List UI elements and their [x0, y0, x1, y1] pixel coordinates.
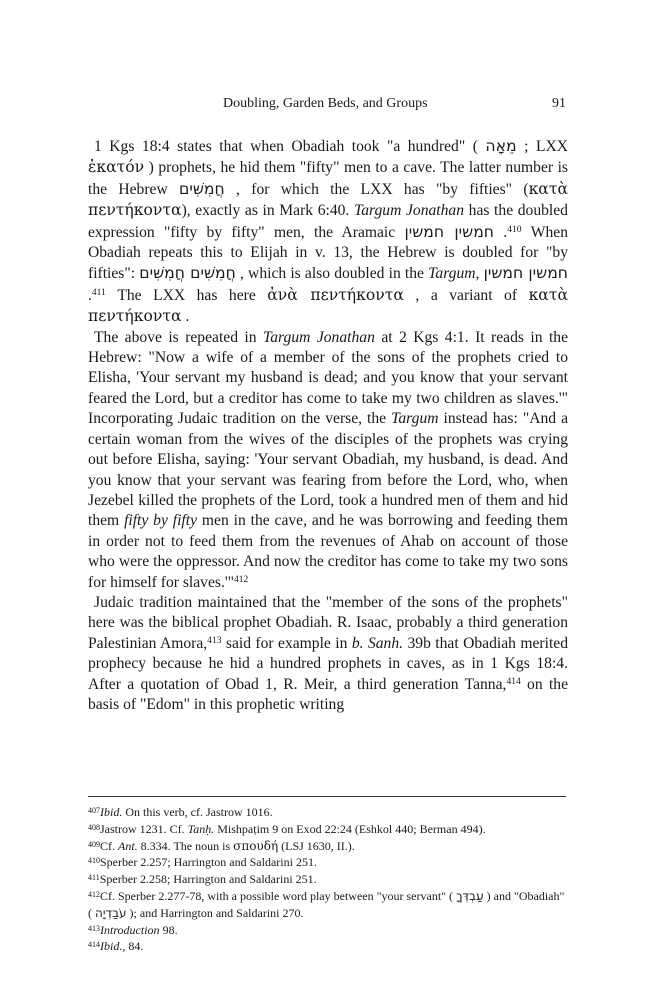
hebrew-word: עֹבַדְיָה	[95, 905, 127, 920]
footnote-411	[88, 871, 568, 888]
footnote-number: 412	[88, 889, 100, 899]
footnote-409	[88, 838, 568, 855]
footnote-text: Cf. Sperber 2.277-78, with a possible word play between "your servant" (	[100, 888, 457, 903]
footnote-ref-410[interactable]: 410	[507, 224, 522, 235]
footnote-number: 411	[88, 873, 100, 883]
hebrew-word: מֵאָה	[485, 137, 517, 155]
text-run: Judaic tradition maintained that the "member of the sons of the prophets" here was the biblical prophet Obadiah. R. Isaac, probably a third generation Palestinian Amora,	[88, 593, 568, 652]
text-run: ; LXX	[516, 138, 568, 155]
paragraph-2	[88, 328, 568, 593]
text-run: ), exactly as in Mark 6:40.	[181, 202, 354, 220]
paragraph-3	[88, 593, 568, 715]
footnote-ref-412[interactable]: 412	[234, 574, 249, 585]
footnote-413	[88, 922, 568, 939]
italic-title: Targum Jonathan	[353, 202, 465, 220]
text-run: , for which the LXX has "by fifties" (	[224, 180, 529, 198]
italic-citation: b. Sanh.	[351, 634, 404, 652]
footnote-412	[88, 888, 568, 922]
greek-word: κατὰ πεντήκοντα	[88, 285, 568, 326]
greek-word: ἑκατόν	[88, 158, 145, 177]
text-run: The above is repeated in	[94, 328, 264, 346]
page-number: 91	[552, 96, 566, 111]
text-run: 1 Kgs 18:4 states that when Obadiah took "a hundred" (	[94, 138, 486, 155]
italic-citation: Introduction	[100, 922, 160, 937]
footnote-number: 413	[88, 923, 100, 933]
text-run: .	[181, 308, 190, 326]
text-run: ) prophets, he hid them "fifty" men to a cave. The latter number is the Hebrew	[88, 159, 568, 198]
paragraph-1	[88, 136, 568, 328]
footnote-text: Cf.	[100, 838, 118, 853]
page	[88, 96, 568, 715]
text-run: .	[88, 286, 92, 304]
italic-citation: Ant.	[118, 838, 138, 853]
hebrew-word: חֲמִשִּׁים חֲמִשִּׁים	[139, 264, 236, 283]
italic-citation: Ibid.	[100, 805, 123, 819]
text-run: said for example in	[221, 634, 352, 652]
footnote-text: Jastrow 1231. Cf.	[100, 821, 188, 836]
text-run: has the doubled expression "fifty by fifty" men, the Aramaic	[88, 202, 568, 241]
hebrew-word: עַבְדְּךָ	[456, 888, 484, 903]
footnote-number: 414	[88, 940, 100, 950]
text-run: men in the cave, and he was borrowing and feeding them in order not to feed them from the revenues of Ahab on account of those who were the oppressor. And now the creditor has come to take my two sons for himself for slaves.'"	[88, 512, 568, 591]
italic-citation: Ibid.,	[100, 939, 126, 954]
footnote-407	[88, 804, 568, 821]
aramaic-word: חמשין חמשין	[483, 264, 568, 283]
footnote-ref-411[interactable]: 411	[91, 287, 106, 298]
text-run: , a variant of	[403, 286, 529, 304]
italic-title: Targum,	[428, 265, 480, 283]
footnotes	[88, 804, 568, 955]
footnote-408	[88, 821, 568, 838]
footnote-text: On this verb, cf. Jastrow 1016.	[122, 805, 273, 819]
footnote-number: 408	[88, 822, 100, 832]
text-run: on the basis of "Edom" in this prophetic writing	[88, 675, 569, 713]
italic-title: Targum	[391, 410, 439, 428]
footnote-number: 409	[88, 839, 100, 849]
italic-phrase: fifty by fifty	[124, 512, 198, 530]
footnote-text: ); and Harrington and Saldarini 270.	[126, 905, 304, 920]
running-header	[88, 96, 568, 118]
footnote-divider	[88, 796, 566, 797]
text-run: .	[493, 223, 508, 241]
footnote-text: Sperber 2.257; Harrington and Saldarini 251.	[100, 855, 317, 870]
footnote-number: 410	[88, 856, 100, 866]
aramaic-word: חמשין חמשין	[404, 222, 494, 241]
footnote-text: 98.	[159, 922, 178, 937]
greek-word: κατὰ πεντήκοντα	[88, 179, 568, 220]
footnote-text: 84.	[125, 939, 144, 954]
footnote-ref-414[interactable]: 414	[506, 676, 521, 687]
text-run: 39b that Obadiah merited prophecy because he hid a hundred prophets in caves, as in 1 Kgs 18:4. After a quotation of Obad 1, R. Meir, a third generation Tanna,	[88, 634, 568, 693]
running-title: Doubling, Garden Beds, and Groups	[223, 96, 428, 111]
greek-word: ἀνὰ πεντήκοντα	[267, 285, 404, 304]
footnote-ref-413[interactable]: 413	[207, 635, 222, 646]
footnote-text: Sperber 2.258; Harrington and Saldarini 251.	[99, 872, 317, 887]
italic-citation: Tanḥ.	[187, 821, 215, 836]
footnote-text: ) and "Obadiah" (	[88, 888, 565, 920]
footnote-text: (LSJ 1630, II.).	[278, 838, 355, 853]
footnote-number: 407	[88, 806, 100, 815]
greek-word: σπουδή	[233, 838, 279, 853]
body-text	[88, 136, 568, 715]
text-run: When Obadiah repeats this to Elijah in v. 13, the Hebrew is doubled for "by fifties":	[88, 223, 568, 283]
text-run: The LXX has here	[105, 286, 268, 304]
footnote-text: 8.334. The noun is	[137, 838, 234, 853]
footnote-414	[88, 938, 568, 955]
text-run: at 2 Kgs 4:1. It reads in the Hebrew: "Now a wife of a member of the sons of the prophets cried to Elisha, 'Your servant my husband is dead; and you know that your servant feared the Lord, but a creditor has come to take my two children as slaves.'" Incorporating Judaic tradition on the verse, the	[88, 328, 568, 428]
footnote-text: Mishpaṭim 9 on Exod 22:24 (Eshkol 440; Berman 494).	[214, 821, 486, 836]
text-run: , which is also doubled in the	[235, 265, 429, 283]
footnote-410	[88, 854, 568, 871]
italic-title: Targum Jonathan	[263, 328, 375, 346]
hebrew-word: חֲמִשִּׁים	[179, 179, 225, 198]
text-run: instead has: "And a certain woman from the wives of the disciples of the prophets was crying out before Elisha, saying: 'Your servant Obadiah, my husband, is dead. And you know that your servant was fearing from before the Lord, who, when Jezebel killed the prophets of the Lord, took a hundred men of them and hid them	[88, 410, 568, 530]
